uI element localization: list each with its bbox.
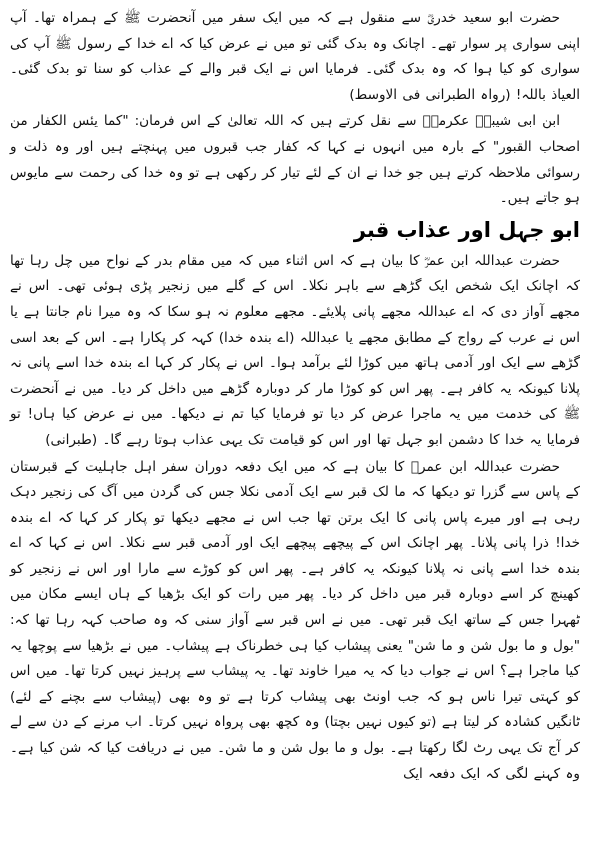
para-ibn-umar-abu-jahl: حضرت عبداللہ ابن عمرؓ کا بیان ہے کہ اس اثناء میں کہ میں مقام بدر کے نواح میں چل رہا تھا کہ اچانک ایک شخص ایک گڑھے سے باہر نکلا۔ اس کے گلے میں زنجیر پڑی ہوئی تھی۔ اس نے مجھے آواز دی کہ اے عبداللہ مجھے پانی پلایئے۔ مجھے معلوم نہ ہو سکا کہ وہ میرا نام جانتا ہے یا اس نے عرب کے رواج کے مطابق مجھے یا عبداللہ (اے بندہ خدا) کہہ کر پکارا ہے۔ اس کے بعد اسی گڑھے سے ایک اور آدمی ہاتھ میں کوڑا لئے برآمد ہوا۔ اس نے پکار کر کہا اے بندہ خدا اسے پانی نہ پلانا کیونکہ یہ کافر ہے۔ پھر اس کو کوڑا مار کر دوبارہ گڑھے میں داخل کر دیا۔ میں نے آنحضرت ﷺ کی خدمت میں یہ ماجرا عرض کر دیا تو فرمایا کیا تم نے دیکھا۔ میں نے عرض کیا ہاں! تو فرمایا یہ خدا کا دشمن ابو جہل تھا اور اس کو قیامت تک یہی عذاب ہوتا رہے گا۔ (طبرانی) (10, 252, 580, 448)
para-ibn-abi-shaiba: ابن ابی شیبہؒ عکرمہؒ سے نقل کرتے ہیں کہ اللہ تعالیٰ کے اس فرمان: "کما یئس الکفار من اصحاب القبور" کے بارہ میں انہوں نے کہا کہ کفار جب قبروں میں پہنچتے ہیں اور وہ ذلت و رسوائی ملاحظہ کرتے ہیں جو خدا نے ان کے لئے تیار کر رکھی ہے تو وہ خدا کی رحمت سے مایوس ہو جاتے ہیں۔ (10, 113, 580, 207)
top-section (10, 6, 580, 212)
section-heading: ابو جہل اور عذاب قبر (353, 217, 580, 242)
document-page (10, 6, 580, 856)
para-ibn-umar-graveyard: حضرت عبداللہ ابن عمرؓ کا بیان ہے کہ میں ایک دفعہ دوران سفر اہل جاہلیت کے قبرستان کے پاس سے گزرا تو دیکھا کہ ما لک قبر سے ایک آدمی نکلا جس کی گردن میں آگ کی زنجیر دہک رہی ہے اور میرے پاس پانی کا ایک برتن تھا جب اس نے مجھے دیکھا تو پکار کر کہا کہ اے بندہ خدا! ذرا پانی پلانا۔ پھر اچانک اس کے پیچھے پیچھے ایک اور آدمی قبر سے نکلا۔ اس نے کہا کہ اے بندہ خدا اسے پانی نہ پلانا کیونکہ یہ کافر ہے۔ پھر اس کو کوڑے سے مارا اور اس نے زنجیر کو کھینچ کر اسے دوبارہ قبر میں داخل کر دیا۔ پھر میں رات کو ایک بڑھیا کے ہاں ایسے مکان میں ٹھہرا جس کے ساتھ ایک قبر تھی۔ میں نے اس قبر سے آواز سنی کہ وہ صاحب کہہ رہا تھا کہ: "بول و ما بول شن و ما شن" یعنی پیشاب کیا ہی خطرناک ہے پیشاب۔ میں نے بڑھیا سے پوچھا یہ کیا ماجرا ہے؟ اس نے جواب دیا کہ یہ میرا خاوند تھا۔ یہ پیشاب سے پرہیز نہیں کرتا تھا۔ میں اس کو کہتی تیرا ناس ہو کہ جب اونٹ بھی پیشاب کرتا ہے تو وہ بھی (پیشاب سے بچنے کے لئے) ٹانگیں کشادہ کر لیتا ہے (تو کیوں نہیں بچتا) وہ کچھ بھی پرواہ نہیں کرتا۔ اب مرنے کے دن سے لے کر آج تک یہی رٹ لگا رکھتا ہے۔ بول و ما بول شن و ما شن۔ میں نے دریافت کیا کہ شن کیا ہے۔ وہ کہنے لگی کہ ایک دفعہ ایک (10, 458, 580, 782)
para-abu-saeed: حضرت ابو سعید خدریؓ سے منقول ہے کہ میں ایک سفر میں آنحضرت ﷺ کے ہمراہ تھا۔ آپ اپنی سواری پر سوار تھے۔ اچانک وہ بدک گئی تو میں نے عرض کیا کہ اے خدا کے رسول ﷺ آپ کی سواری کو کیا ہوا کہ وہ بدک گئی۔ فرمایا اس نے ایک قبر والے کے عذاب کو سنا تو بدک گئی۔ العیاذ باللہ! (رواہ الطبرانی فی الاوسط) (10, 10, 580, 103)
bottom-section (10, 249, 580, 787)
